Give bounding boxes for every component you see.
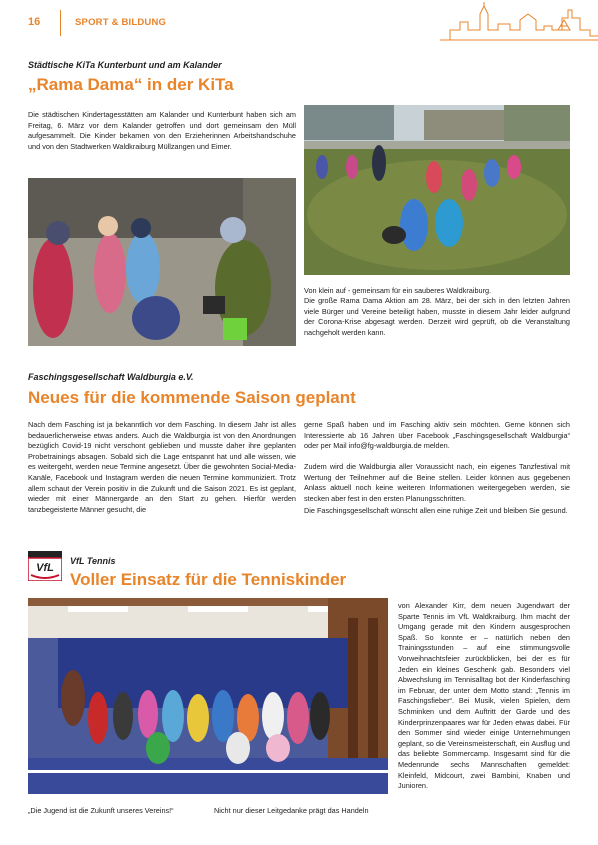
town-skyline-icon bbox=[440, 0, 598, 46]
header-divider bbox=[60, 10, 61, 36]
article2-headline: Neues für die kommende Saison geplant bbox=[28, 388, 356, 407]
article1-body: Die städtischen Kindertagesstätten am Kalander und Kunterbunt haben sich am Freitag, 6. März vor dem Kalander getroffen und dort gemeinsam den Müll aufgesammelt. Die Kinder bekamen von den Erzieherinnen Arbeitshandschuhe und von den Stadtwerken Waldkraiburg Müllzangen und Eimer. bbox=[28, 110, 296, 151]
section-label: SPORT & BILDUNG bbox=[75, 17, 167, 28]
article2-col1: Nach dem Fasching ist ja bekanntlich vor dem Fasching. In diesem Jahr ist alles bedauerlicherweise etwas anders. Auch die Waldburgia ist von den Anordnungen bezüglich Covid-19 nicht verschont geblieben und musste daher ihre geplanten Probetrainings absagen. Sobald sich die Lage entspannt hat und alle wissen, wie es weitergeht, werden neue Termine angesetzt. Über die gewohnten Social-Media-Kanäle, Facebook und Instagram werden die neuen Termine kommuniziert. Trotz allem schaut der Verein positiv in die Zukunft und die Saison 2021. Es ist geplant, wieder mit einer Männergarde an den Start zu gehen. Hierfür werden tanzbegeisterte Männer gesucht, die bbox=[28, 420, 296, 514]
article2-kicker: Faschingsgesellschaft Waldburgia e.V. bbox=[28, 372, 194, 382]
article1-kicker: Städtische KiTa Kunterbunt und am Kalander bbox=[28, 60, 222, 70]
article3-quote: „Die Jugend ist die Zukunft unseres Vereins!“ bbox=[28, 806, 174, 815]
article3-col1-tail: Nicht nur dieser Leitgedanke prägt das Handeln bbox=[214, 806, 369, 815]
article1-body2: Die große Rama Dama Aktion am 28. März, bei der sich in den letzten Jahren viele Bürger und Vereine beteiligt haben, musste in diesem Jahr leider aufgrund der Corona-Krise abgesagt werden. Derzeit wird geprüft, ob die Veranstaltung nachgeholt werden kann. bbox=[304, 296, 570, 337]
article2-col2a: gerne Spaß haben und im Fasching aktiv sein möchten. Gerne können sich Interessierte ab 16 Jahren über Facebook „Faschingsgesellschaft Waldburgia“ oder per Mail info@fg-waldburgia.de melden. bbox=[304, 420, 570, 451]
article3-kicker: VfL Tennis bbox=[70, 556, 116, 566]
photo-kita-children-collecting bbox=[28, 178, 296, 346]
svg-text:VfL: VfL bbox=[36, 562, 54, 574]
article1-caption: Von klein auf - gemeinsam für ein sauberes Waldkraiburg. bbox=[304, 286, 492, 295]
article2-col2b: Zudem wird die Waldburgia aller Voraussicht nach, ein eigenes Tanzfestival mit Wertung der Teilnehmer auf die Beine stellen. Leider können aus gegebenen Anlass aktuell noch keine weiteren Informationen weitergegeben werden, sie stecken aber fest in den ersten Planungsschritten. bbox=[304, 462, 570, 503]
photo-kita-group-on-lawn bbox=[304, 105, 570, 275]
article3-col2: von Alexander Kirr, dem neuen Jugendwart der Sparte Tennis im VfL Waldkraiburg. Ihm macht der Umgang gerade mit den Kindern ausgesprochen Spaß. So konnte er – natürlich neben den Trainingsstunden – auf eine stimmungsvolle Vorweihnachtsfeier zurückblicken, bei der es für Jeden ein kleines Geschenk gab. Besonders viel Abwechslung im Tennisalltag bot der Kinderfasching im Februar, der unter dem Motto stand: „Tennis im Faschingsfieber“. Bei Musik, vielen Spielen, dem Schminken und dem Auftritt der Garde und des Kinderprinzenpaares war für Jeden etwas dabei. Für den Sommer sind wieder einige Unternehmungen geplant, so die Vereinsmeisterschaft, ein Ausflug und das beliebte Sommercamp. Insgesamt sind für die Medenrunde sechs Mannschaften gemeldet: Kleinfeld, Midcourt, zwei Bambini, Knaben und Junioren. bbox=[398, 601, 570, 791]
vfl-waldkraiburg-logo bbox=[28, 551, 62, 581]
photo-tennis-kids-fasching bbox=[28, 598, 388, 794]
article2-col2c: Die Faschingsgesellschaft wünscht allen eine ruhige Zeit und bleiben Sie gesund. bbox=[304, 506, 568, 515]
article1-headline: „Rama Dama“ in der KiTa bbox=[28, 75, 234, 94]
article3-headline: Voller Einsatz für die Tenniskinder bbox=[70, 570, 347, 589]
page-number: 16 bbox=[28, 16, 41, 28]
